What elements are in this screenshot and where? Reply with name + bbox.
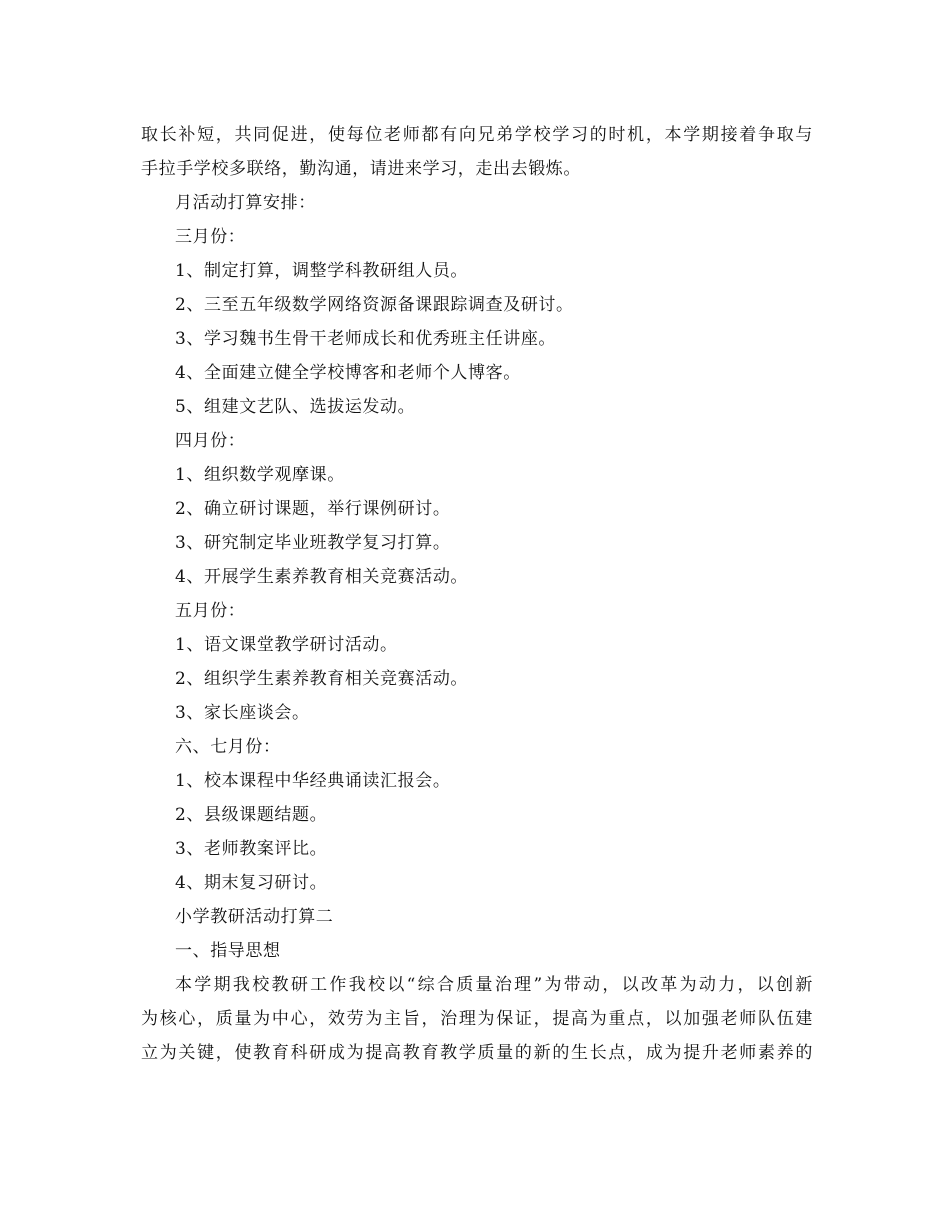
paragraph-top-line-1: 取长补短，共同促进，使每位老师都有向兄弟学校学习的时机，本学期接着争取与 — [141, 125, 813, 145]
march-item-5: 5、组建文艺队、选拔运发动。 — [175, 397, 416, 417]
march-item-2: 2、三至五年级数学网络资源备课跟踪调查及研讨。 — [175, 295, 574, 315]
document-body — [141, 118, 813, 1070]
april-item-3: 3、研究制定毕业班教学复习打算。 — [175, 533, 451, 553]
paragraph-bottom-line-2: 为核心，质量为中心，效劳为主旨，治理为保证，提高为重点，以加强老师队伍建 — [141, 1009, 813, 1029]
section-one-title: 一、指导思想 — [175, 941, 281, 961]
april-item-4: 4、开展学生素养教育相关竞赛活动。 — [175, 567, 469, 587]
may-heading: 五月份： — [175, 601, 246, 621]
june-july-item-4: 4、期末复习研讨。 — [175, 873, 328, 893]
may-item-2: 2、组织学生素养教育相关竞赛活动。 — [175, 669, 469, 689]
paragraph-bottom-line-3: 立为关键，使教育科研成为提高教育教学质量的新的生长点，成为提升老师素养的 — [141, 1043, 813, 1063]
june-july-item-3: 3、老师教案评比。 — [175, 839, 328, 859]
march-heading: 三月份： — [175, 227, 246, 247]
june-july-heading: 六、七月份： — [175, 737, 281, 757]
may-item-3: 3、家长座谈会。 — [175, 703, 310, 723]
may-item-1: 1、语文课堂教学研讨活动。 — [175, 635, 398, 655]
march-item-1: 1、制定打算，调整学科教研组人员。 — [175, 261, 469, 281]
plan-title: 月活动打算安排： — [175, 193, 316, 213]
paragraph-top-line-2: 手拉手学校多联络，勤沟通，请进来学习，走出去锻炼。 — [141, 159, 581, 179]
plan-two-title: 小学教研活动打算二 — [175, 907, 334, 927]
june-july-item-2: 2、县级课题结题。 — [175, 805, 328, 825]
paragraph-bottom-line-1: 本学期我校教研工作我校以“综合质量治理”为带动，以改革为动力，以创新 — [175, 975, 813, 995]
april-item-1: 1、组织数学观摩课。 — [175, 465, 345, 485]
june-july-item-1: 1、校本课程中华经典诵读汇报会。 — [175, 771, 451, 791]
march-item-3: 3、学习魏书生骨干老师成长和优秀班主任讲座。 — [175, 329, 557, 349]
april-heading: 四月份： — [175, 431, 246, 451]
april-item-2: 2、确立研讨课题，举行课例研讨。 — [175, 499, 451, 519]
march-item-4: 4、全面建立健全学校博客和老师个人博客。 — [175, 363, 521, 383]
